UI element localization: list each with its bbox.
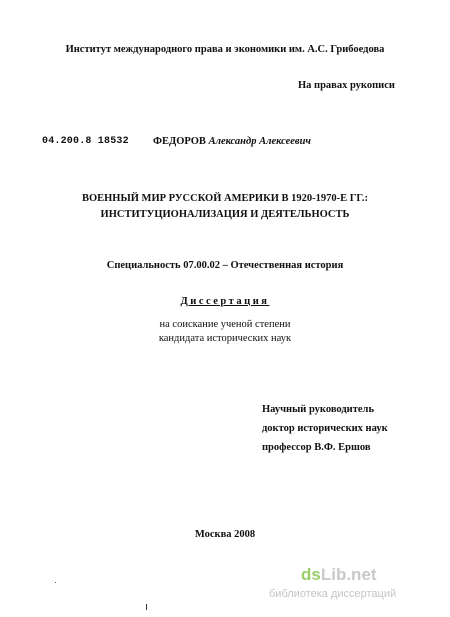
watermark-logo-ds: ds <box>301 565 321 584</box>
title-line-2: ИНСТИТУЦИОНАЛИЗАЦИЯ И ДЕЯТЕЛЬНОСТЬ <box>100 209 350 220</box>
dissertation-title <box>0 191 450 223</box>
watermark-logo <box>301 565 377 585</box>
watermark-subtitle: библиотека диссертаций <box>269 588 397 600</box>
specialty: Специальность 07.00.02 – Отечественная история <box>106 260 344 271</box>
author-surname: ФЕДОРОВ <box>153 136 206 147</box>
author <box>153 136 311 147</box>
institute-name: Институт международного права и экономики им. А.С. Грибоедова <box>65 44 385 55</box>
rights-note: На правах рукописи <box>298 80 395 91</box>
degree-line-1: на соискание ученой степени <box>159 319 291 330</box>
title-line-1: ВОЕННЫЙ МИР РУССКОЙ АМЕРИКИ В 1920-1970-Е ГГ.: <box>81 193 369 204</box>
advisor-line-2: доктор исторических наук <box>262 423 388 434</box>
degree-line-2: кандидата исторических наук <box>158 333 292 344</box>
scan-speck <box>55 582 56 583</box>
author-name: Александр Алексеевич <box>208 136 311 147</box>
city-year: Москва 2008 <box>194 529 256 540</box>
degree-sought <box>0 318 450 346</box>
dissertation-label: Диссертация <box>180 296 270 307</box>
advisor-line-3: профессор В.Ф. Ершов <box>262 442 371 453</box>
advisor-line-1: Научный руководитель <box>262 404 374 415</box>
scan-mark <box>146 604 147 610</box>
scientific-advisor <box>262 400 388 457</box>
watermark-logo-libnet: Lib.net <box>320 565 377 584</box>
library-stamp-number: 04.200.8 18532 <box>42 136 129 147</box>
